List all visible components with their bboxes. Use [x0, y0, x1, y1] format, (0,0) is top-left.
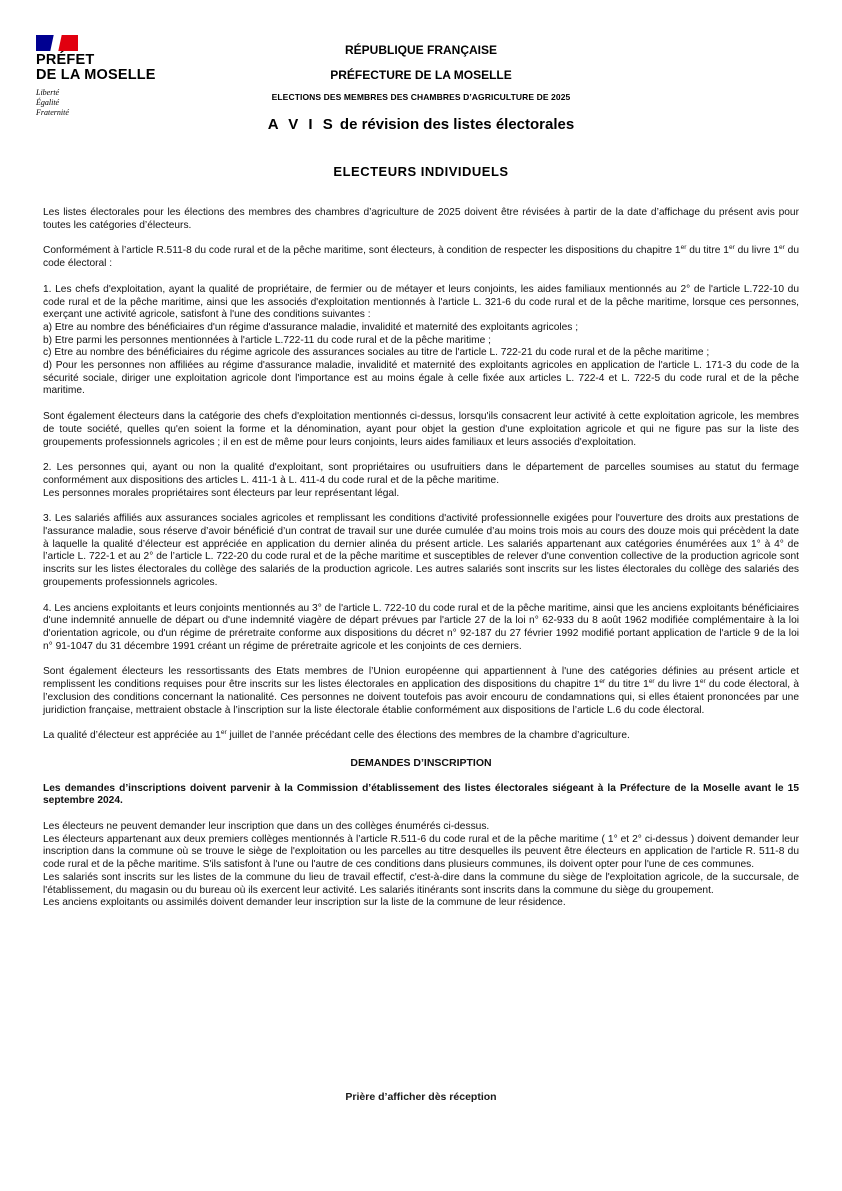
- category-1-text: 1. Les chefs d'exploitation, ayant la qualité de propriétaire, de fermier ou de métayer et leurs conjoints, les aides familiaux mentionnés au 2° de l'article L.722-10 du code rural et de la pêche maritime, ainsi que les associés d'exploitation mentionnés à l'article L. 321-6 du code rural et de la pêche maritime, lorsque ces personnes, exerçant une activité agricole, satisfont à l'une des conditions suivantes :: [43, 283, 799, 321]
- demandes-line-3: Les salariés sont inscrits sur les listes de la commune du lieu de travail effectif, c'est-à-dire dans la commune du siège de l'exploitation agricole, de la succursale, de l'établissement, du magasin ou du bureau où ils exercent leur activité. Les salariés itinérants sont inscrits dans la commune du siège du groupement.: [43, 871, 799, 896]
- demandes-line-1: Les électeurs ne peuvent demander leur inscription que dans un des collèges énumérés ci-dessus.: [43, 821, 490, 833]
- category-4-paragraph: 4. Les anciens exploitants et leurs conjoints mentionnés au 3° de l'article L. 722-10 du code rural et de la pêche maritime, ainsi que les anciens exploitants bénéficiaires d'une indemnité annuelle de départ ou d'une indemnité viagère de départ prévues par l'article 27 de la loi n° 62-933 du 8 août 1962 modifiée complémentaire à la loi d'orientation agricole, ou d'un régime de préretraite conforme aux dispositions du décret n° 92-187 du 27 février 1992 modifié portant application de l'article 9 de la loi n° 91-1047 du 31 décembre 1991 créant un régime de préretraite agricole et les conjoints de ces derniers.: [43, 602, 799, 652]
- conformity-text-d: du code électoral :: [43, 245, 799, 270]
- intro-paragraph: Les listes électorales pour les élections des membres des chambres d’agriculture de 2025 doivent être révisées à partir de la date d’affichage du présent avis pour toutes les catégories d’électeurs.: [43, 207, 799, 231]
- conformity-text-c: du livre 1: [734, 245, 780, 257]
- legal-persons-text: Les personnes morales propriétaires sont électeurs par leur représentant légal.: [43, 487, 400, 499]
- eu-text-d: du code électoral, à l’exclusion des conditions concernant la nationalité. Ces personnes ne doivent toutefois pas avoir encouru de condamnations qui, si elles étaient prononcées par une juridiction française, mettraient obstacle à l’inscription sur la liste électorale établie conformément aux dispositions de l’article L.6 du code électoral.: [43, 679, 799, 716]
- also-chefs-paragraph: Sont également électeurs dans la catégorie des chefs d'exploitation mentionnés ci-dessus, lorsqu'ils consacrent leur activité à cette exploitation agricole, les membres de toute société, quelles qu'en soient la forme et la dénomination, ayant pour objet la gestion d'une exploitation agricole et qui ne figure pas sur la liste des groupements professionnels agricoles ; il en est de même pour leurs conjoints, leurs aides familiaux et leurs associés d'exploitation.: [43, 411, 799, 448]
- prefecture-heading: PRÉFECTURE DE LA MOSELLE: [330, 68, 512, 82]
- conformity-text-a: Conformément à l’article R.511-8 du code rural et de la pêche maritime, sont électeurs, à condition de respecter les dispositions du chapitre 1: [43, 245, 681, 257]
- posting-instruction: Prière d’afficher dès réception: [345, 1091, 497, 1103]
- section-heading: ELECTEURS INDIVIDUELS: [333, 164, 509, 179]
- demandes-line-2: Les électeurs appartenant aux deux premiers collèges mentionnés à l’article R.511-6 du code rural et de la pêche maritime ( 1° et 2° ci-dessus ) doivent demander leur inscription dans la commune où se trouve le siège de l'exploitation ou les parcelles au titre desquelles ils peuvent être électeurs en application de l'article R. 511-8 du code rural et de la pêche maritime. S'ils satisfont à l'une ou l'autre de ces conditions dans plusieurs communes, ils doivent opter pour l'une de ces communes.: [43, 833, 799, 871]
- category-1-paragraph: [43, 284, 799, 398]
- motto-egalite: Égalité: [36, 98, 60, 107]
- conformity-paragraph: [43, 245, 799, 270]
- category-2-text: 2. Les personnes qui, ayant ou non la qualité d'exploitant, sont propriétaires ou usufruitiers dans le département de parcelles soumises au statut du fermage conformément aux dispositions des articles L. 411-1 à L. 411-4 du code rural et de la pêche maritime.: [43, 462, 799, 486]
- condition-c: c) Etre au nombre des bénéficiaires du régime agricole des assurances sociales au titre de l'article L. 722-21 du code rural et de la pêche maritime ;: [43, 347, 710, 359]
- eu-text-c: du livre 1: [654, 679, 700, 691]
- eu-text-a: Sont également électeurs les ressortissants des Etats membres de l’Union européenne qui appartiennent à l'une des catégories définies au présent article et remplissent les conditions requises pour être inscrits sur les listes électorales en application des dispositions du chapitre 1: [43, 666, 799, 691]
- eu-text-b: du titre 1: [605, 679, 649, 691]
- deadline-notice: Les demandes d’inscriptions doivent parvenir à la Commission d’établissement des listes électorales siégeant à la Préfecture de la Moselle avant le 15 septembre 2024.: [43, 782, 799, 807]
- avis-title-rest: de révision des listes électorales: [335, 116, 575, 133]
- superscript: er: [648, 678, 655, 686]
- superscript: er: [220, 729, 227, 737]
- condition-a: a) Etre au nombre des bénéficiaires d'un régime d'assurance maladie, invalidité et maternité des exploitants agricoles ;: [43, 321, 579, 333]
- superscript: er: [599, 678, 606, 686]
- notice-body: [43, 207, 799, 910]
- quality-text-b: juillet de l’année précédant celle des élections des membres de la chambre d’agriculture.: [226, 730, 630, 742]
- superscript: er: [699, 678, 706, 686]
- superscript: er: [728, 244, 735, 252]
- avis-word: A V I S: [267, 116, 336, 133]
- quality-text-a: La qualité d’électeur est appréciée au 1: [43, 730, 221, 742]
- category-3-paragraph: 3. Les salariés affiliés aux assurances sociales agricoles et remplissant les conditions d'activité professionnelle exigées pour l'ouverture des droits aux prestations de l'assurance maladie, sous réserve d’avoir bénéficié d’un contrat de travail sur une durée cumulée d’au moins trois mois au cours des douze mois qui précèdent la date à laquelle la qualité d’électeur est appréciée en application du dernier alinéa du présent article. Les salariés appartenant aux catégories énumérées aux 1° à 4° de l’article L. 722-1 et au 2° de l’article L. 722-20 du code rural et de la pêche maritime et susceptibles de relever d'une convention collective de la production agricole sont inscrits sur les listes électorales du collège des salariés de la production agricole. Les autres salariés sont inscrits sur les listes électorales du collège des salariés des groupements professionnels agricoles.: [43, 513, 799, 588]
- demandes-line-4: Les anciens exploitants ou assimilés doivent demander leur inscription sur la liste de la commune de leur résidence.: [43, 897, 566, 909]
- condition-b: b) Etre parmi les personnes mentionnées à l'article L.722-11 du code rural et de la pêche maritime ;: [43, 334, 491, 346]
- category-2-paragraph: [43, 462, 799, 500]
- superscript: er: [680, 244, 687, 252]
- quality-date-paragraph: [43, 730, 799, 743]
- motto-fraternite: Fraternité: [36, 108, 69, 117]
- logo-line-2: DE LA MOSELLE: [36, 67, 156, 83]
- eu-citizens-paragraph: [43, 666, 799, 717]
- republic-heading: RÉPUBLIQUE FRANÇAISE: [344, 43, 497, 57]
- avis-title: [0, 116, 842, 133]
- logo-line-1: PRÉFET: [36, 52, 95, 68]
- motto-liberte: Liberté: [36, 88, 60, 97]
- condition-d: d) Pour les personnes non affiliées au régime d'assurance maladie, invalidité et maternité des exploitants agricoles en application de l'article L. 171-3 du code de la sécurité sociale, diriger une exploitation agricole dont l'importance est au moins égale à celle fixée aux articles L. 722-4 et L. 722-5 du code rural et de la pêche maritime.: [43, 360, 799, 397]
- conformity-text-b: du titre 1: [686, 245, 729, 257]
- superscript: er: [779, 244, 785, 252]
- demandes-heading: DEMANDES D’INSCRIPTION: [350, 756, 492, 769]
- elections-heading: ELECTIONS DES MEMBRES DES CHAMBRES D’AGRICULTURE DE 2025: [271, 92, 571, 102]
